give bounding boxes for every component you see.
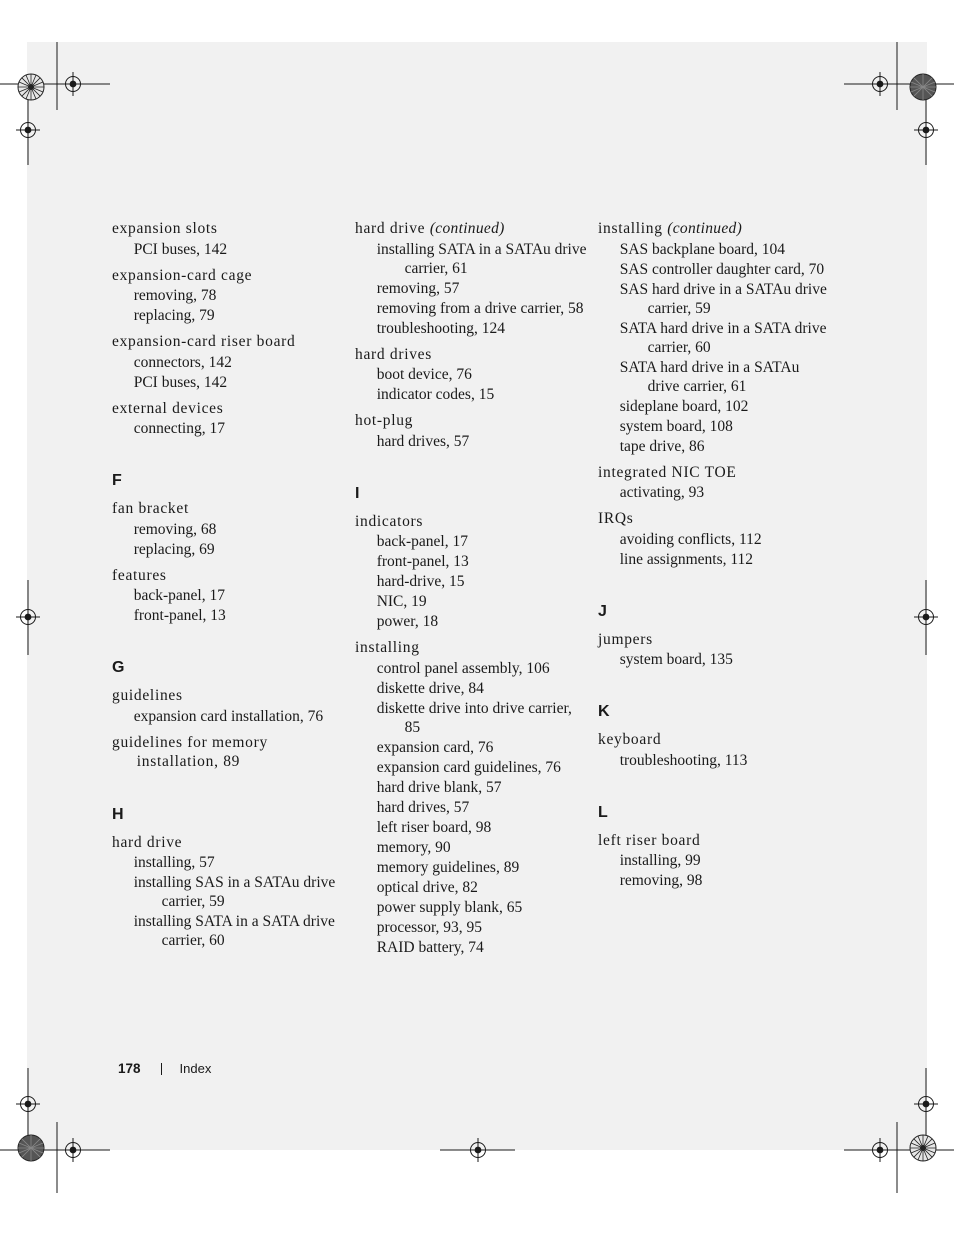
index-subentry: front-panel, 13 <box>133 607 226 624</box>
index-term <box>598 509 833 529</box>
index-entry <box>598 831 833 891</box>
index-entry <box>112 399 347 439</box>
color-wheel-icon <box>910 74 936 100</box>
index-entry <box>355 512 590 632</box>
index-subentry: expansion card, 76 <box>376 738 494 756</box>
registration-target-icon <box>16 118 40 142</box>
index-entry <box>112 833 347 951</box>
index-term <box>355 219 590 239</box>
index-entry <box>112 733 347 772</box>
index-term <box>355 345 590 365</box>
index-letter-heading: K <box>598 703 610 720</box>
index-letter-heading: I <box>355 484 360 502</box>
index-column-3 <box>598 219 833 897</box>
page-number: 178 <box>118 1061 141 1076</box>
registration-target-icon <box>16 1092 40 1116</box>
index-entry <box>355 411 590 451</box>
index-entry <box>112 266 347 326</box>
continued-label: (continued) <box>429 220 505 237</box>
index-subentry: removing, 68 <box>133 520 217 538</box>
index-term-text: expansion-card cage <box>112 266 253 284</box>
section-name: Index <box>179 1061 212 1076</box>
index-subentry: installing SAS in a SATAu drive carrier, 59 <box>133 874 336 910</box>
index-subentry: diskette drive, 84 <box>376 679 484 697</box>
index-subentry: SATA hard drive in a SATA drive carrier, 60 <box>619 319 827 356</box>
index-entry <box>598 219 833 456</box>
index-subentry: SAS controller daughter card, 70 <box>619 260 825 278</box>
index-column-2 <box>355 219 590 964</box>
index-subentry: system board, 135 <box>619 651 733 668</box>
index-letter-heading: F <box>112 472 122 489</box>
index-term-text: hot-plug <box>355 412 414 429</box>
index-entry <box>112 499 347 559</box>
registration-target-icon <box>466 1138 490 1162</box>
index-term-text: integrated NIC TOE <box>598 463 737 481</box>
index-subentry: back-panel, 17 <box>376 533 468 550</box>
index-term <box>112 686 347 706</box>
index-term-text: hard drive <box>112 833 183 851</box>
index-term <box>112 499 347 519</box>
index-term <box>598 219 833 239</box>
index-term <box>355 638 590 658</box>
index-subentry: left riser board, 98 <box>376 818 492 836</box>
index-subentry: installing SATA in a SATA drive carrier, 60 <box>133 913 335 949</box>
index-subentry: expansion card guidelines, 76 <box>376 758 561 776</box>
page-footer <box>118 1061 211 1076</box>
index-term-text: expansion slots <box>112 220 218 237</box>
index-entry <box>598 630 833 670</box>
index-letter-heading: G <box>112 659 125 676</box>
index-term-text: installing <box>355 639 420 656</box>
index-term <box>112 332 347 352</box>
index-subentry: optical drive, 82 <box>376 878 478 896</box>
index-subentry: indicator codes, 15 <box>376 386 495 403</box>
index-term <box>112 219 347 239</box>
index-entry <box>598 730 833 770</box>
index-term <box>355 512 590 532</box>
index-subentry: removing, 57 <box>376 279 460 297</box>
index-term-text: expansion-card riser board <box>112 333 296 350</box>
index-subentry: SAS hard drive in a SATAu drive carrier, 59 <box>619 280 827 317</box>
index-subentry: replacing, 79 <box>133 307 215 324</box>
index-subentry: removing, 98 <box>619 872 703 889</box>
index-term-text: fan bracket <box>112 500 189 517</box>
index-column-1 <box>112 219 347 957</box>
index-subentry: diskette drive into drive carrier, 85 <box>376 699 572 736</box>
index-term <box>598 730 833 750</box>
index-term-text: guidelines for memory installation, 89 <box>112 733 268 770</box>
color-wheel-icon <box>18 1135 44 1161</box>
index-term <box>598 463 833 483</box>
registration-target-icon <box>868 72 892 96</box>
index-term <box>112 266 347 286</box>
index-subentry: RAID battery, 74 <box>376 938 484 956</box>
index-subentry: line assignments, 112 <box>619 550 754 568</box>
index-subentry: PCI buses, 142 <box>133 373 228 391</box>
index-entry <box>355 345 590 405</box>
index-subentry: installing, 99 <box>619 852 701 869</box>
index-subentry: memory, 90 <box>376 838 451 856</box>
index-subentry: PCI buses, 142 <box>133 240 228 258</box>
index-letter-heading: J <box>598 602 607 620</box>
index-term-text: hard drive <box>355 220 426 237</box>
index-subentry: NIC, 19 <box>376 593 427 610</box>
index-term <box>112 733 347 772</box>
continued-label: (continued) <box>667 220 743 237</box>
index-subentry: SATA hard drive in a SATAu drive carrier, 61 <box>619 358 800 395</box>
index-entry <box>112 566 347 626</box>
index-subentry: back-panel, 17 <box>133 587 225 604</box>
footer-separator <box>161 1063 162 1075</box>
registration-target-icon <box>914 605 938 629</box>
index-term-text: hard drives <box>355 345 432 363</box>
index-subentry: control panel assembly, 106 <box>376 659 550 677</box>
index-term-text: guidelines <box>112 687 183 704</box>
index-subentry: power, 18 <box>376 613 439 630</box>
color-wheel-icon <box>910 1135 936 1161</box>
index-term-text: left riser board <box>598 831 701 849</box>
index-term <box>112 399 347 419</box>
index-subentry: front-panel, 13 <box>376 553 469 570</box>
index-subentry: hard-drive, 15 <box>376 573 465 590</box>
index-entry <box>598 509 833 569</box>
index-term <box>355 411 590 431</box>
index-entry <box>598 463 833 503</box>
index-subentry: connectors, 142 <box>133 353 232 371</box>
index-letter-heading: L <box>598 803 608 821</box>
index-term-text: external devices <box>112 399 224 417</box>
index-subentry: connecting, 17 <box>133 420 225 437</box>
registration-target-icon <box>914 118 938 142</box>
index-subentry: sideplane board, 102 <box>619 397 749 415</box>
registration-target-icon <box>61 72 85 96</box>
index-subentry: avoiding conflicts, 112 <box>619 530 762 548</box>
index-term-text: IRQs <box>598 510 634 527</box>
index-subentry: hard drives, 57 <box>376 798 470 816</box>
index-subentry: memory guidelines, 89 <box>376 858 520 876</box>
index-subentry: SAS backplane board, 104 <box>619 240 786 258</box>
index-term-text: keyboard <box>598 731 662 748</box>
index-subentry: removing, 78 <box>133 287 217 304</box>
index-term <box>598 630 833 650</box>
index-subentry: expansion card installation, 76 <box>133 707 324 725</box>
index-letter-heading: H <box>112 805 124 823</box>
index-subentry: boot device, 76 <box>376 366 472 383</box>
index-subentry: processor, 93, 95 <box>376 918 482 936</box>
index-subentry: system board, 108 <box>619 417 733 435</box>
index-subentry: hard drive blank, 57 <box>376 778 502 796</box>
index-entry <box>112 686 347 726</box>
index-subentry: installing, 57 <box>133 854 215 871</box>
index-term <box>598 831 833 851</box>
index-subentry: hard drives, 57 <box>376 432 470 450</box>
index-entry <box>355 219 590 338</box>
index-subentry: activating, 93 <box>619 484 705 501</box>
registration-target-icon <box>16 605 40 629</box>
index-subentry: tape drive, 86 <box>619 437 705 455</box>
color-wheel-icon <box>18 74 44 100</box>
index-subentry: power supply blank, 65 <box>376 898 523 916</box>
index-term <box>112 833 347 853</box>
index-entry <box>112 219 347 259</box>
index-term-text: indicators <box>355 512 424 530</box>
index-subentry: removing from a drive carrier, 58 <box>376 299 584 317</box>
index-subentry: troubleshooting, 124 <box>376 319 506 337</box>
registration-target-icon <box>61 1138 85 1162</box>
registration-target-icon <box>868 1138 892 1162</box>
index-term-text: installing <box>598 220 663 237</box>
index-entry <box>355 638 590 957</box>
registration-target-icon <box>914 1092 938 1116</box>
index-term <box>112 566 347 586</box>
index-term-text: jumpers <box>598 630 653 648</box>
index-term-text: features <box>112 566 167 584</box>
index-entry <box>112 332 347 392</box>
index-subentry: installing SATA in a SATAu drive carrier, 61 <box>376 240 587 277</box>
index-subentry: troubleshooting, 113 <box>619 751 748 769</box>
index-subentry: replacing, 69 <box>133 540 215 558</box>
